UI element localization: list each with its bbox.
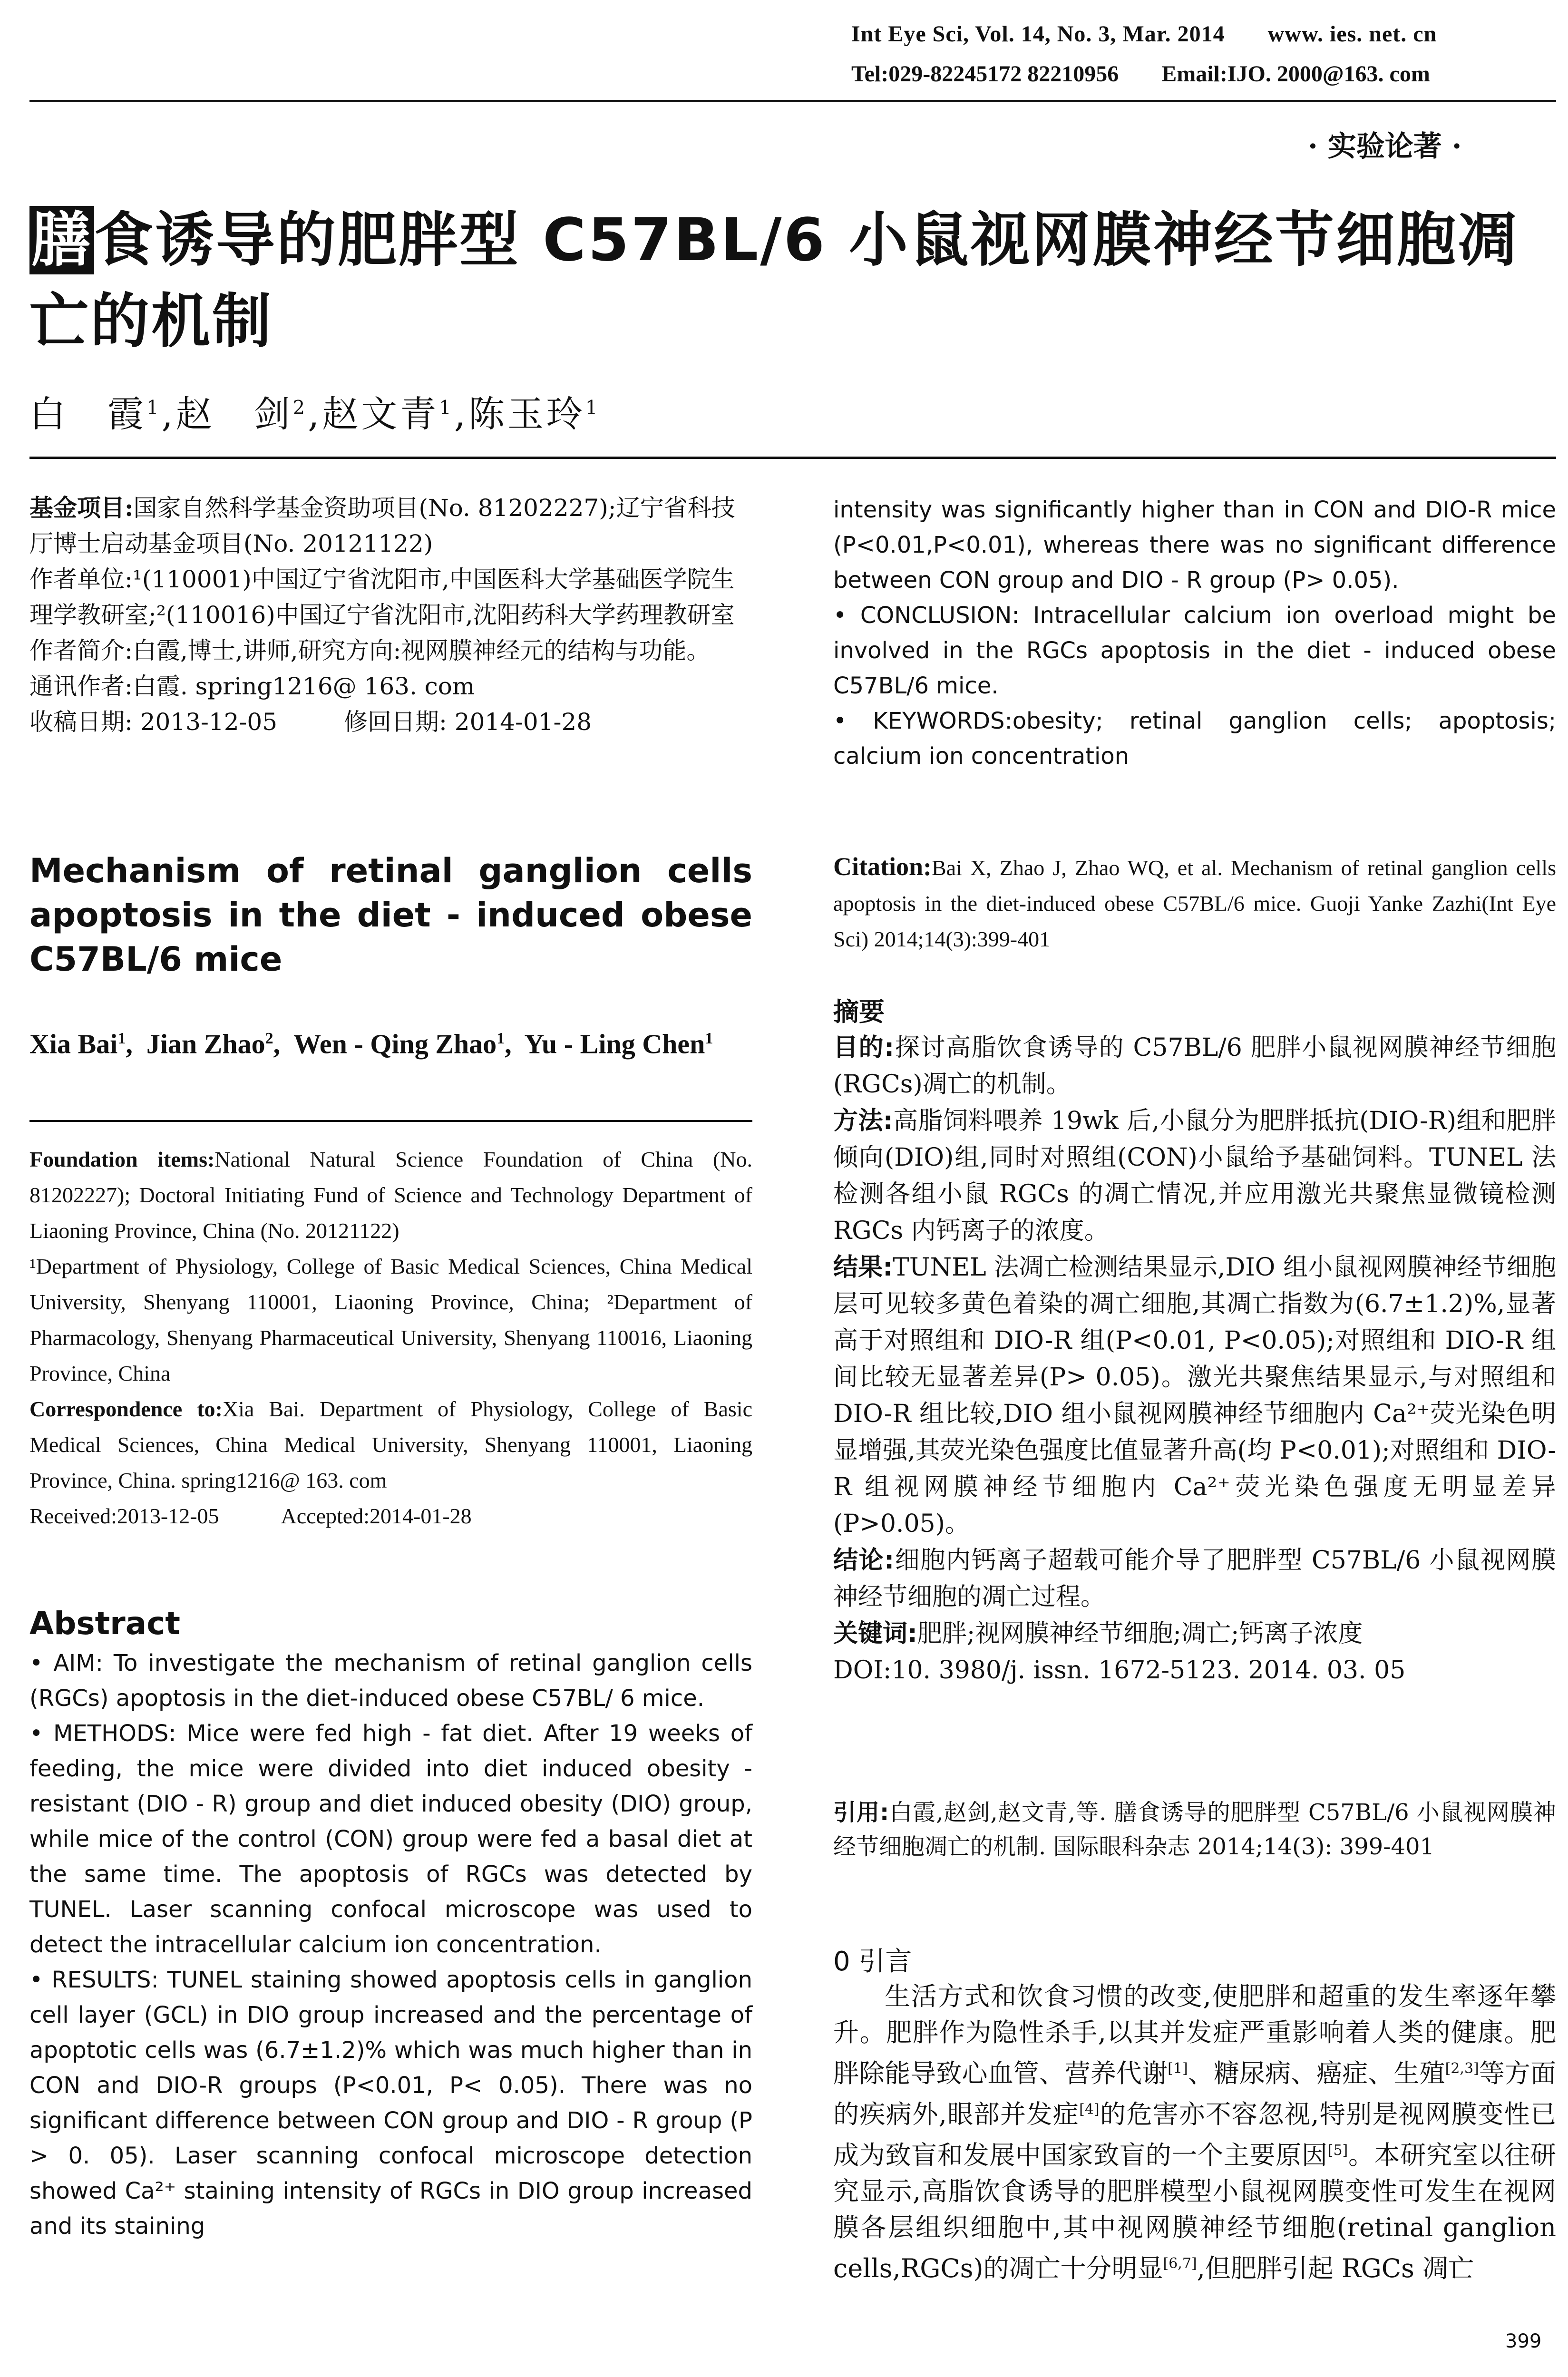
ref-citation[interactable]: [4] xyxy=(1079,2101,1100,2118)
author-en: Xia Bai xyxy=(29,1028,118,1060)
abstract-results-cont: intensity was significantly higher than in CON and DIO-R mice (P<0.01,P<0.01), whereas there was no significant difference between CON group and DIO - R group (P> 0.05). xyxy=(833,497,1556,594)
author-cn: 赵 剑 xyxy=(175,393,293,435)
revised-cn: 修回日期: 2014-01-28 xyxy=(344,708,592,736)
dates-cn xyxy=(29,704,752,740)
author-cn: 陈玉玲 xyxy=(468,393,585,435)
intro-text: 生活方式和饮食习惯的改变,使肥胖和超重的发生率逐年攀升。肥胖作为隐性杀手,以其并发症严重影响着人类的健康。肥胖除能导致心血管、营养代谢 xyxy=(833,1981,1556,2088)
abstract-cn-keywords xyxy=(833,1616,1556,1652)
label-jielun: 结论: xyxy=(833,1546,895,1575)
label-mudi: 目的: xyxy=(833,1033,895,1062)
foundation-cn-text: 国家自然科学基金资助项目(No. 81202227);辽宁省科技厅博士启动基金项目(No. 20121122) xyxy=(29,494,735,557)
author-affil: 1 xyxy=(705,1030,713,1047)
abstract-conclusion: • CONCLUSION: Intracellular calcium ion overload might be involved in the RGCs apoptosis in the diet - induced obese C57BL/6 mice. xyxy=(833,602,1556,699)
label-fangfa: 方法: xyxy=(833,1107,893,1135)
foundation-cn-label: 基金项目: xyxy=(29,494,134,522)
abstract-cn-results xyxy=(833,1249,1556,1542)
page-number: 399 xyxy=(1505,2330,1542,2352)
label-yinyong: 引用: xyxy=(833,1799,889,1826)
left-column-rule xyxy=(29,1120,752,1122)
doi[interactable]: DOI:10. 3980/j. issn. 1672-5123. 2014. 03. 05 xyxy=(833,1656,1406,1685)
text-jieguo: TUNEL 法凋亡检测结果显示,DIO 组小鼠视网膜神经节细胞层可见较多黄色着染的凋亡细胞,其凋亡指数为(6.7±1.2)%,显著高于对照组和 DIO-R 组(P<0.01, P<0.05);对照组和 DIO-R 组间比较无显著差异(P> 0.05)。激光共聚焦结果显示,与对照组和 DIO-R 组比较,DIO 组小鼠视网膜神经节细胞内 Ca²⁺荧光染色明显增强,其荧光染色强度比值显著升高(均 P<0.01);对照组和 DIO-R 组视网膜神经节细胞内 Ca²⁺荧光染色强度无明显差异(P>0.05)。 xyxy=(833,1253,1557,1538)
abstract-en-continued xyxy=(833,492,1556,774)
abstract-methods: • METHODS: Mice were fed high - fat diet. After 19 weeks of feeding, the mice were divided into diet induced obesity - resistant (DIO - R) group and diet induced obesity (DIO) group, while mice of the control (CON) group were fed a basal diet at the same time. The apoptosis of RGCs was detected by TUNEL. Laser scanning confocal microscope was used to detect the intracellular calcium ion concentration. xyxy=(29,1720,752,1958)
journal-header-line xyxy=(851,21,1555,47)
author-cn: 赵文青 xyxy=(322,393,439,435)
author-affil: 1 xyxy=(585,397,601,419)
author-en: Yu - Ling Chen xyxy=(524,1028,705,1060)
journal-website[interactable]: www. ies. net. cn xyxy=(1267,21,1437,47)
abstract-heading: Abstract xyxy=(29,1605,180,1642)
author-en: Wen - Qing Zhao xyxy=(293,1028,497,1060)
ref-citation[interactable]: [5] xyxy=(1327,2142,1348,2159)
header-rule xyxy=(29,100,1556,102)
article-info-en xyxy=(29,1141,752,1534)
citation-cn xyxy=(833,1795,1556,1864)
author-affil: 2 xyxy=(265,1030,273,1047)
intro-heading: 0 引言 xyxy=(833,1946,912,1977)
text-yinyong: 白霞,赵剑,赵文青,等. 膳食诱导的肥胖型 C57BL/6 小鼠视网膜神经节细胞凋亡的机制. 国际眼科杂志 2014;14(3): 399-401 xyxy=(833,1799,1556,1860)
article-title-cn xyxy=(29,200,1556,362)
ref-citation[interactable]: [6,7] xyxy=(1163,2255,1197,2272)
foundation-en-text: National Natural Science Foundation of China (No. 81202227); Doctoral Initiating Fund of Science and Technology Department of Liaoning Province, China (No. 20121122) xyxy=(29,1147,752,1243)
journal-contact-line xyxy=(851,61,1555,87)
ref-citation[interactable]: [1] xyxy=(1168,2060,1188,2077)
dept-en: ¹Department of Physiology, College of Basic Medical Sciences, China Medical University, Shenyang 110001, Liaoning Province, China; ²Department of Pharmacology, Shenyang Pharmaceutical University, Shenyang 110016, Liaoning Province, China xyxy=(29,1254,752,1385)
citation-label: Citation: xyxy=(833,852,932,881)
intro-text: ,但肥胖引起 RGCs 凋亡 xyxy=(1197,2253,1474,2283)
abstract-cn-conclusion xyxy=(833,1542,1556,1616)
dates-en xyxy=(29,1498,752,1534)
author-affil: 1 xyxy=(117,1030,126,1047)
article-title-en: Mechanism of retinal ganglion cells apoptosis in the diet - induced obese C57BL/6 mice xyxy=(29,851,752,979)
section-label: · 实验论著 · xyxy=(1308,130,1462,163)
journal-tel: Tel:029-82245172 82210956 xyxy=(851,61,1119,87)
authors-cn: 白 霞$^1$,赵 剑$^2$,赵文青$^1$,陈玉玲$^1$ xyxy=(29,393,601,435)
received-cn: 收稿日期: 2013-12-05 xyxy=(29,708,278,736)
author-affil: 1 xyxy=(439,397,454,419)
abstract-results: • RESULTS: TUNEL staining showed apoptosis cells in ganglion cell layer (GCL) in DIO group increased and the percentage of apoptotic cells was (6.7±1.2)% which was much higher than in CON and DIO-R groups (P<0.01, P< 0.05). There was no significant difference between CON group and DIO - R group (P > 0. 05). Laser scanning confocal microscope detection showed Ca²⁺ staining intensity of RGCs in DIO group increased and its staining xyxy=(29,1967,752,2240)
author-affil: 2 xyxy=(292,397,308,419)
label-jieguo: 结果: xyxy=(833,1253,893,1282)
intro-text: 的危害亦不容忽视,特别是视网膜变性已成为致盲和发展中国家致盲的一个主要原因 xyxy=(833,2099,1556,2170)
journal-issue: Int Eye Sci, Vol. 14, No. 3, Mar. 2014 xyxy=(851,21,1225,47)
corr-en-text: Xia Bai. Department of Physiology, College of Basic Medical Sciences, China Medical University, Shenyang 110001, Liaoning Province, China. spring1216@ 163. com xyxy=(29,1397,752,1492)
abstract-cn-aim xyxy=(833,1030,1556,1103)
abstract-keywords: • KEYWORDS:obesity; retinal ganglion cells; apoptosis; calcium ion concentration xyxy=(833,708,1556,770)
bio-cn: 作者简介:白霞,博士,讲师,研究方向:视网膜神经元的结构与功能。 xyxy=(29,637,711,664)
abstract-cn-methods xyxy=(833,1103,1556,1249)
author-affil: 1 xyxy=(497,1030,505,1047)
authors-rule xyxy=(29,457,1556,459)
text-mudi: 探讨高脂饮食诱导的 C57BL/6 肥胖小鼠视网膜神经节细胞(RGCs)凋亡的机制。 xyxy=(833,1033,1556,1099)
intro-text: 、糖尿病、癌症、生殖 xyxy=(1188,2058,1445,2088)
foundation-en-label: Foundation items: xyxy=(29,1147,215,1171)
citation-text: Bai X, Zhao J, Zhao WQ, et al. Mechanism of retinal ganglion cells apoptosis in the diet-induced obese C57BL/6 mice. Guoji Yanke Zazhi(Int Eye Sci) 2014;14(3):399-401 xyxy=(833,856,1556,951)
foundation-cn xyxy=(29,490,752,562)
intro-text: 。本研究室以往研究显示,高脂饮食诱导的肥胖模型小鼠视网膜变性可发生在视网膜各层组织细胞中,其中视网膜神经节细胞(retinal ganglion cells,RGCs)的凋亡十分明显 xyxy=(833,2140,1557,2283)
accepted-en: Accepted:2014-01-28 xyxy=(281,1504,472,1528)
corr-en xyxy=(29,1391,752,1498)
corr-cn: 通讯作者:白霞. spring1216@ 163. com xyxy=(29,672,475,700)
unit-cn: 作者单位:¹(110001)中国辽宁省沈阳市,中国医科大学基础医学院生理学教研室;²(110016)中国辽宁省沈阳市,沈阳药科大学药理教研室 xyxy=(29,565,735,629)
corr-en-label: Correspondence to: xyxy=(29,1397,223,1421)
authors-en: Xia Bai$^1$, Jian Zhao$^2$, Wen - Qing Zhao$^1$, Yu - Ling Chen$^1$ xyxy=(29,1028,713,1060)
abstract-aim: • AIM: To investigate the mechanism of retinal ganglion cells (RGCs) apoptosis in the diet-induced obese C57BL/ 6 mice. xyxy=(29,1650,752,1712)
article-info-cn xyxy=(29,490,752,740)
citation-en xyxy=(833,849,1556,957)
label-keywords-cn: 关键词: xyxy=(833,1619,917,1648)
title-text: 食诱导的肥胖型 C57BL/6 小鼠视网膜神经节细胞凋亡的机制 xyxy=(29,206,1519,356)
abstract-cn xyxy=(833,1030,1556,1689)
received-en: Received:2013-12-05 xyxy=(29,1504,219,1528)
author-cn: 白 霞 xyxy=(29,393,146,435)
foundation-en xyxy=(29,1141,752,1248)
intro-text: 等方面的疾病外,眼部并发症 xyxy=(833,2058,1557,2129)
abstract-en xyxy=(29,1646,752,2244)
title-initial: 膳 xyxy=(29,206,94,274)
abstract-cn-heading: 摘要 xyxy=(833,997,885,1027)
intro-body xyxy=(833,1978,1556,2287)
text-jielun: 细胞内钙离子超载可能介导了肥胖型 C57BL/6 小鼠视网膜神经节细胞的凋亡过程。 xyxy=(833,1546,1556,1611)
journal-email[interactable]: Email:IJO. 2000@163. com xyxy=(1161,61,1430,87)
author-en: Jian Zhao xyxy=(146,1028,265,1060)
author-affil: 1 xyxy=(146,397,162,419)
text-keywords-cn: 肥胖;视网膜神经节细胞;凋亡;钙离子浓度 xyxy=(917,1619,1363,1648)
text-fangfa: 高脂饲料喂养 19wk 后,小鼠分为肥胖抵抗(DIO-R)组和肥胖倾向(DIO)组,同时对照组(CON)小鼠给予基础饲料。TUNEL 法检测各组小鼠 RGCs 的凋亡情况,并应用激光共聚焦显微镜检测 RGCs 内钙离子的浓度。 xyxy=(833,1107,1557,1245)
ref-citation[interactable]: [2,3] xyxy=(1445,2060,1479,2077)
